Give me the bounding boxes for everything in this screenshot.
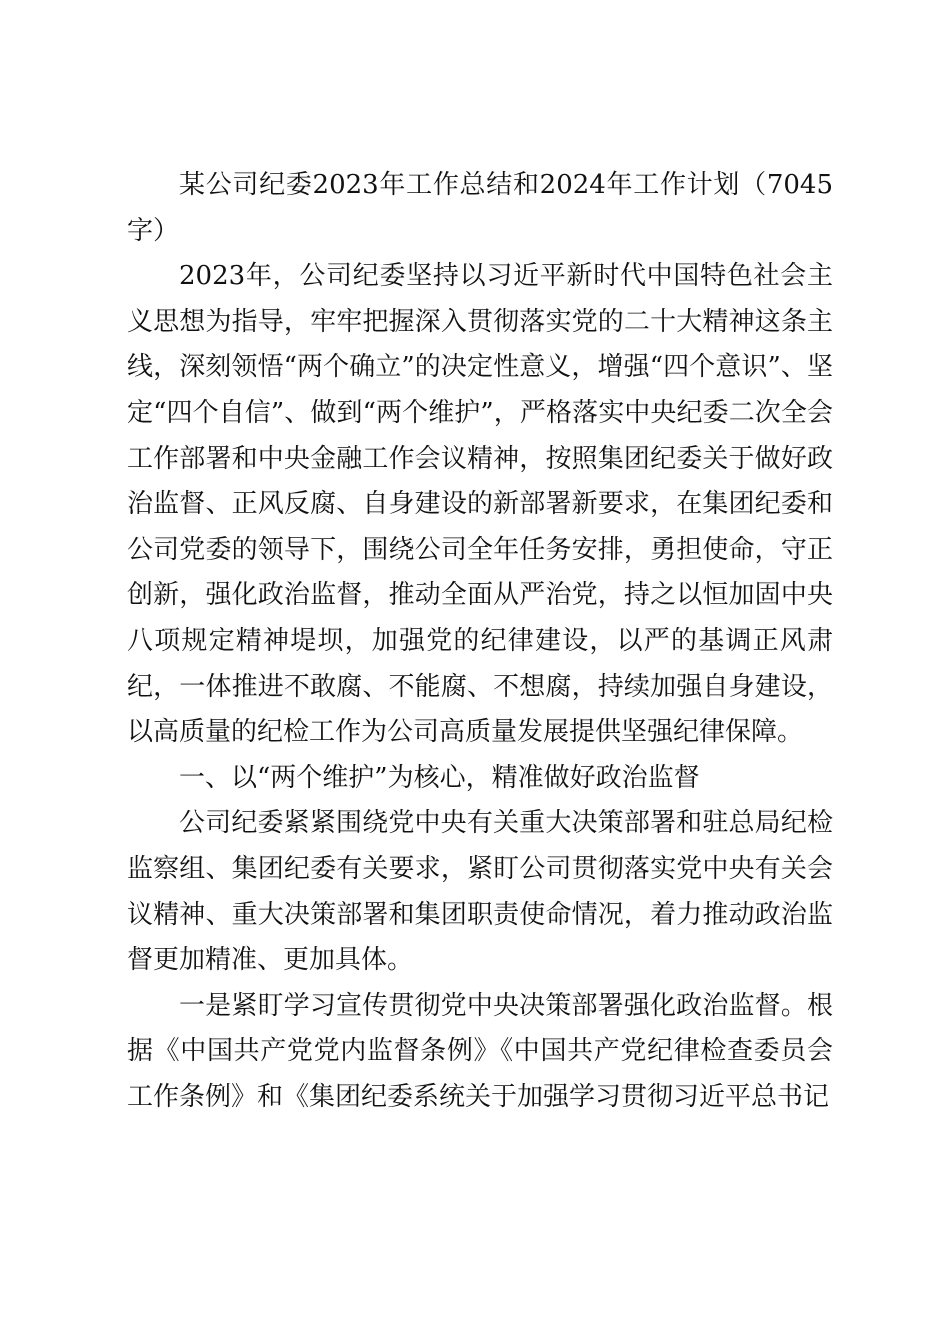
document-body	[127, 163, 833, 1120]
section-heading-1: 一、以“两个维护”为核心，精准做好政治监督	[179, 762, 700, 793]
paragraph-section-1: 公司纪委紧紧围绕党中央有关重大决策部署和驻总局纪检监察组、集团纪委有关要求，紧盯公司贯彻落实党中央有关会议精神、重大决策部署和集团职责使命情况，着力推动政治监督更加精准、更加具体。	[127, 808, 833, 976]
document-title: 某公司纪委2023年工作总结和2024年工作计划（7045字）	[127, 170, 833, 246]
paragraph-intro: 2023年，公司纪委坚持以习近平新时代中国特色社会主义思想为指导，牢牢把握深入贯彻落实党的二十大精神这条主线，深刻领悟“两个确立”的决定性意义，增强“四个意识”、坚定“四个自信”、做到“两个维护”，严格落实中央纪委二次全会工作部署和中央金融工作会议精神，按照集团纪委关于做好政治监督、正风反腐、自身建设的新部署新要求，在集团纪委和公司党委的领导下，围绕公司全年任务安排，勇担使命，守正创新，强化政治监督，推动全面从严治党，持之以恒加固中央八项规定精神堤坝，加强党的纪律建设，以严的基调正风肃纪，一体推进不敢腐、不能腐、不想腐，持续加强自身建设，以高质量的纪检工作为公司高质量发展提供坚强纪律保障。	[127, 261, 833, 748]
paragraph-point-1: 一是紧盯学习宣传贯彻党中央决策部署强化政治监督。根据《中国共产党党内监督条例》《中国共产党纪律检查委员会工作条例》和《集团纪委系统关于加强学习贯彻习近平总书记	[127, 990, 833, 1112]
